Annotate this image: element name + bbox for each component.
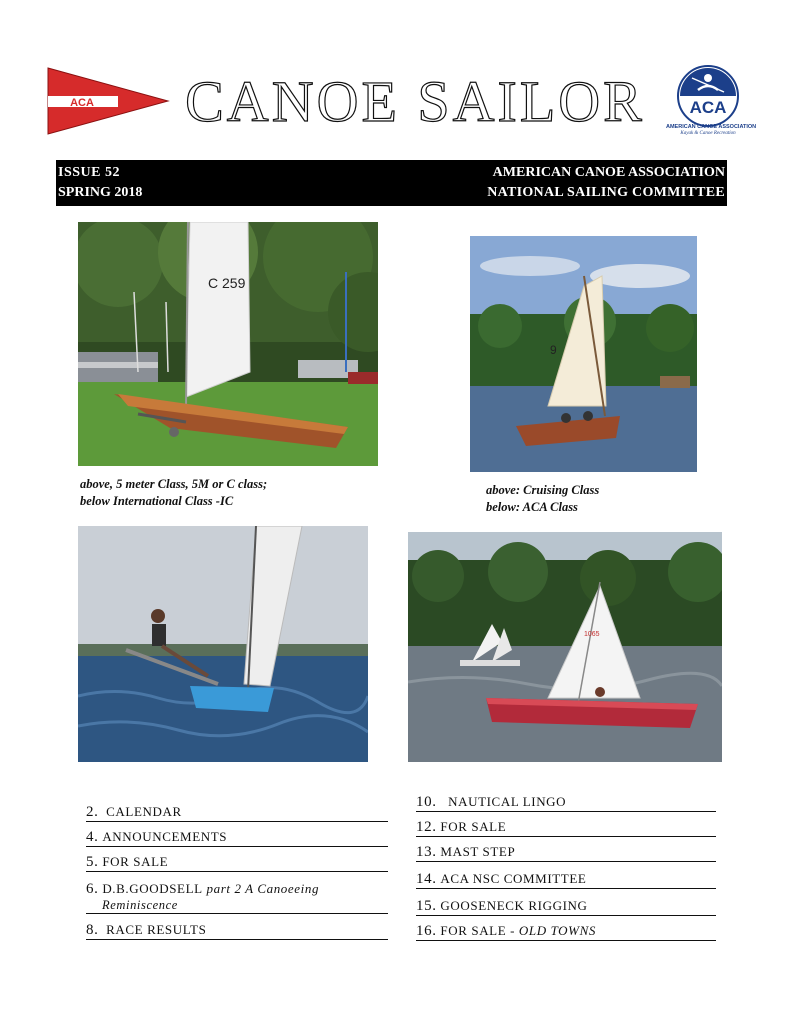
caption-right [486, 482, 599, 516]
photo-international-class [78, 526, 368, 762]
caption-right-line2: below: ACA Class [486, 500, 578, 514]
toc-item-race-results[interactable]: 8. RACE RESULTS [86, 922, 388, 940]
toc-item-calendar[interactable]: 2. CALENDAR [86, 804, 388, 822]
aca-logo-tagline: Kayak & Canoe Recreation [680, 131, 736, 136]
toc-item-aca-nsc-committee[interactable]: 14. ACA NSC COMMITTEE [416, 871, 716, 889]
organization-name: AMERICAN CANOE ASSOCIATION [492, 165, 725, 180]
aca-logo-text: ACA [689, 98, 727, 117]
toc-item-for-sale-2[interactable]: 12. FOR SALE [416, 819, 716, 837]
toc-item-for-sale[interactable]: 5. FOR SALE [86, 854, 388, 872]
toc-item-goodsell[interactable]: 6. D.B.GOODSELL part 2 A Canoeeing Reminiscence [86, 881, 388, 914]
toc-item-mast-step[interactable]: 13. MAST STEP [416, 844, 716, 862]
issue-banner [56, 160, 727, 206]
issue-season: SPRING 2018 [58, 185, 143, 200]
aca-logo-subtitle: AMERICAN CANOE ASSOCIATION [666, 124, 757, 130]
sail-number-c259: C 259 [208, 275, 246, 291]
photo-5-meter-class [78, 222, 378, 466]
photo-aca-class [408, 532, 722, 762]
caption-left-line1: above, 5 meter Class, 5M or C class; [80, 477, 268, 491]
sail-number-9: 9 [550, 343, 557, 357]
caption-right-line1: above: Cruising Class [486, 483, 600, 497]
toc-item-nautical-lingo[interactable]: 10. NAUTICAL LINGO [416, 794, 716, 812]
issue-number: ISSUE 52 [58, 165, 120, 180]
committee-name: NATIONAL SAILING COMMITTEE [487, 185, 725, 200]
aca-pennant-logo [46, 66, 170, 136]
toc-item-for-sale-old-towns[interactable]: 16. FOR SALE - OLD TOWNS [416, 923, 716, 941]
toc-item-announcements[interactable]: 4. ANNOUNCEMENTS [86, 829, 388, 847]
masthead-title: CANOE SAILOR [185, 69, 645, 134]
caption-left-line2: below International Class -IC [80, 494, 234, 508]
caption-left [80, 476, 267, 510]
pennant-text: ACA [70, 97, 94, 109]
photo-cruising-class [470, 236, 697, 472]
sail-number-1065: 1065 [584, 631, 600, 638]
toc-item-gooseneck-rigging[interactable]: 15. GOOSENECK RIGGING [416, 898, 716, 916]
